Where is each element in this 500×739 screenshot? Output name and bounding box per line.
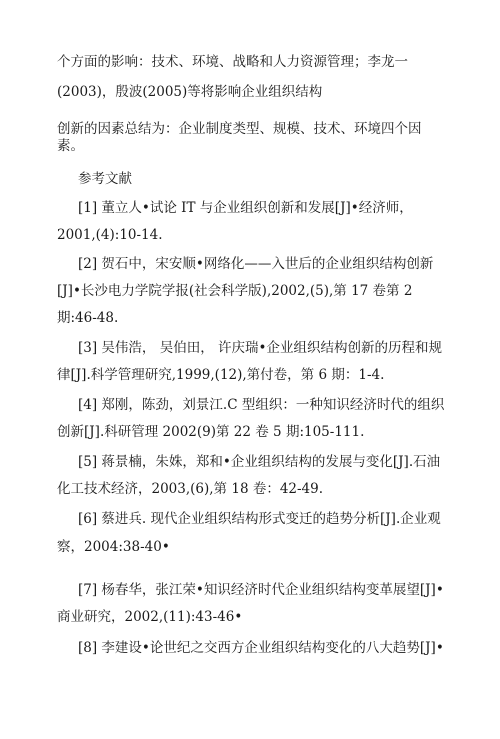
reference-7-line-2: 商业研究，2002,(11):43-46• [57, 609, 243, 625]
intro-line-3: 创新的因素总结为：企业制度类型、规模、技术、环境四个因 [57, 121, 422, 137]
reference-2-line-3: 期:46-48. [57, 310, 119, 326]
reference-6-line-2: 察，2004:38-40• [57, 539, 170, 555]
reference-1-line-2: 2001,(4):10-14. [57, 227, 163, 243]
reference-3-line-2: 律[J].科学管理研究,1999,(12),第付卷，第 6 期：1-4. [57, 367, 385, 383]
reference-2-line-2: [J]•长沙电力学院学报(社会科学版),2002,(5),第 17 卷第 2 [57, 283, 413, 299]
reference-5-line-2: 化工技术经济，2003,(6),第 18 卷：42-49. [57, 481, 324, 497]
reference-7-line-1: [7] 杨春华，张江荣•知识经济时代企业组织结构变革展望[J]• [78, 582, 444, 598]
reference-5-line-1: [5] 蒋景楠，朱姝，郑和•企业组织结构的发展与变化[J].石油 [78, 454, 441, 470]
reference-6-line-1: [6] 蔡进兵. 现代企业组织结构形式变迁的趋势分析[J].企业观 [78, 511, 441, 527]
reference-4-line-1: [4] 郑刚，陈劲，刘景江.C 型组织：一种知识经济时代的组织 [78, 397, 445, 413]
reference-8-line-1: [8] 李建设•论世纪之交西方企业组织结构变化的八大趋势[J]• [78, 640, 444, 656]
intro-line-4: 素。 [57, 138, 84, 154]
intro-line-1: 个方面的影响：技术、环境、战略和人力资源管理；李龙一 [57, 54, 408, 70]
references-heading: 参考文献 [78, 171, 132, 187]
reference-4-line-2: 创新[J].科研管理 2002(9)第 22 卷 5 期:105-111. [57, 424, 365, 440]
intro-line-2: (2003)，殷波(2005)等将影响企业组织结构 [57, 84, 323, 100]
reference-2-line-1: [2] 贺石中，宋安顺•网络化——入世后的企业组织结构创新 [78, 256, 434, 272]
reference-1-line-1: [1] 董立人•试论 IT 与企业组织创新和发展[J]•经济师， [78, 200, 413, 216]
reference-3-line-1: [3] 吴伟浩， 吴伯田， 许庆瑞•企业组织结构创新的历程和规 [78, 340, 442, 356]
